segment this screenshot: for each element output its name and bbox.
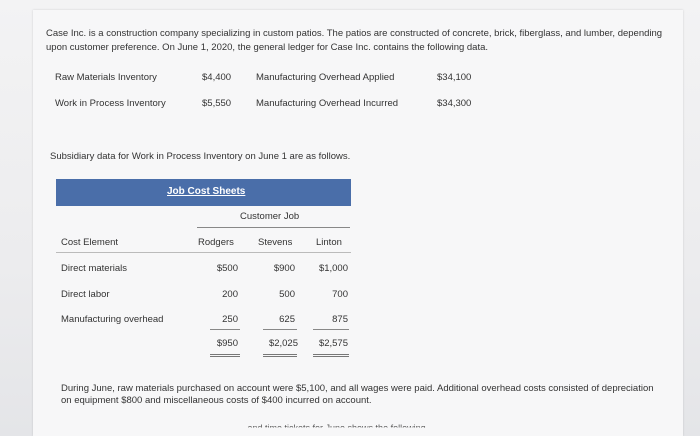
row-label-direct-labor: Direct labor	[61, 289, 110, 300]
table-title: Job Cost Sheets	[167, 186, 246, 197]
mfg-overhead-applied-label: Manufacturing Overhead Applied	[256, 72, 395, 83]
cell-rodgers-dm: $500	[216, 263, 238, 274]
cell-stevens-mo: 625	[279, 314, 295, 325]
row-label-direct-materials: Direct materials	[61, 263, 127, 274]
cell-linton-mo: 875	[332, 314, 348, 325]
mfg-overhead-applied-value: $34,100	[437, 72, 472, 83]
total-rule-linton	[313, 329, 349, 330]
cell-linton-dm: $1,000	[318, 263, 348, 274]
raw-materials-label: Raw Materials Inventory	[55, 72, 157, 83]
intro-paragraph: Case Inc. is a construction company specializing in custom patios. The patios are constructed of concrete, brick, fiberglass, and lumber, depending upon customer preference. On June 1, 2020, the general ledger for Case Inc. contains the following data.	[46, 28, 663, 53]
double-rule-linton-2	[313, 356, 349, 357]
cell-stevens-dl: 500	[279, 289, 295, 300]
wip-value: $5,550	[202, 98, 232, 109]
double-rule-stevens-1	[263, 354, 297, 355]
total-rodgers: $950	[216, 338, 238, 349]
total-linton: $2,575	[318, 338, 348, 349]
mfg-overhead-incurred-value: $34,300	[437, 98, 472, 109]
cell-rodgers-mo: 250	[222, 314, 238, 325]
total-stevens: $2,025	[268, 338, 298, 349]
cost-element-header: Cost Element	[61, 237, 119, 248]
double-rule-stevens-2	[263, 356, 297, 357]
mfg-overhead-incurred-label: Manufacturing Overhead Incurred	[256, 98, 399, 109]
wip-label: Work in Process Inventory	[55, 98, 166, 109]
cell-linton-dl: 700	[332, 289, 348, 300]
double-rule-rodgers-2	[210, 356, 240, 357]
raw-materials-value: $4,400	[202, 72, 232, 83]
double-rule-rodgers-1	[210, 354, 240, 355]
job-header-linton: Linton	[316, 237, 342, 248]
customer-job-header: Customer Job	[240, 211, 300, 222]
cell-stevens-dm: $900	[273, 263, 295, 274]
group-header-rule	[197, 227, 350, 228]
subsidiary-caption: Subsidiary data for Work in Process Inventory on June 1 are as follows.	[50, 151, 351, 162]
double-rule-linton-1	[313, 354, 349, 355]
job-header-rodgers: Rodgers	[198, 237, 234, 248]
total-rule-stevens	[263, 329, 297, 330]
row-label-manufacturing-overhead: Manufacturing overhead	[61, 314, 164, 325]
june-paragraph: During June, raw materials purchased on account were $5,100, and all wages were paid. Additional overhead costs consisted of depreciation on equipment $800 and miscellaneous costs of $400 incurred on account.	[61, 383, 654, 406]
total-rule-rodgers	[210, 329, 240, 330]
header-rule	[56, 252, 351, 253]
cell-rodgers-dl: 200	[222, 289, 238, 300]
job-header-stevens: Stevens	[258, 237, 293, 248]
